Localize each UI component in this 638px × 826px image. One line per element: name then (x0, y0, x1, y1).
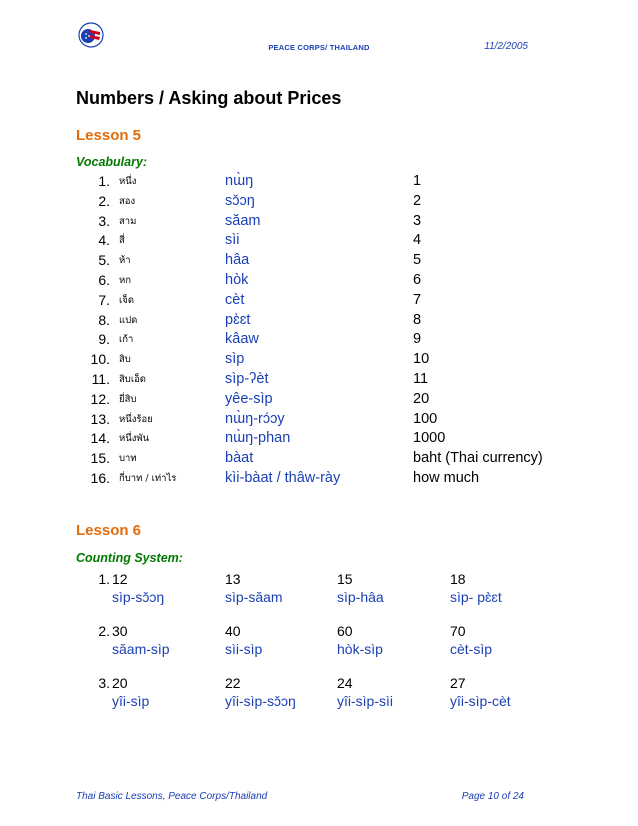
vocab-thai: ยี่สิบ (119, 393, 137, 405)
counting-cell (450, 623, 492, 659)
vocab-transliteration: yêe-sìp (225, 390, 273, 407)
vocab-row (76, 192, 576, 212)
vocab-thai: สอง (119, 195, 136, 207)
lesson-5-heading: Lesson 5 (76, 127, 142, 144)
counting-transliteration: yîi-sìp-cèt (450, 693, 511, 709)
vocabulary-list (76, 172, 576, 489)
vocab-row (76, 370, 576, 390)
counting-transliteration: sìp-sɔ̌ɔŋ (112, 589, 165, 605)
vocab-english: 11 (413, 370, 429, 387)
counting-system-subheading: Counting System: (76, 551, 183, 565)
counting-cell (112, 571, 164, 607)
vocab-english: baht (Thai currency) (413, 450, 543, 467)
header-title: PEACE CORPS/ THAILAND (268, 43, 370, 52)
vocab-row (76, 212, 576, 232)
vocab-number: 9. (98, 331, 110, 348)
vocab-transliteration: nɯ̀ŋ-rɔ́ɔy (225, 410, 285, 427)
vocab-thai: สาม (119, 215, 137, 227)
counting-cell (112, 675, 149, 711)
counting-cell (337, 623, 383, 659)
vocab-thai: บาท (119, 453, 137, 465)
counting-transliteration: sìi-sìp (225, 641, 263, 657)
vocab-transliteration: hâa (225, 252, 250, 269)
vocab-transliteration: hòk (225, 271, 249, 288)
vocab-row (76, 469, 576, 489)
vocab-transliteration: kâaw (225, 331, 259, 348)
vocab-row (76, 251, 576, 271)
counting-value: 40 (225, 623, 241, 639)
vocab-thai: หนึ่งพัน (119, 433, 150, 445)
vocab-row (76, 429, 576, 449)
vocab-english: 9 (413, 331, 422, 348)
vocab-thai: สิบเอ็ด (119, 373, 146, 385)
counting-transliteration: sìp-hâa (337, 589, 384, 605)
vocabulary-subheading: Vocabulary: (76, 155, 148, 169)
counting-cell (450, 571, 502, 607)
footer-page-number: Page 10 of 24 (461, 791, 524, 802)
counting-group (76, 571, 576, 623)
counting-cell (112, 623, 170, 659)
counting-value: 60 (337, 623, 353, 639)
vocab-row (76, 330, 576, 350)
vocab-transliteration: săam (225, 212, 261, 229)
vocab-english: 1 (413, 173, 422, 189)
counting-value: 24 (337, 675, 353, 691)
vocab-thai: เก้า (119, 334, 134, 346)
vocab-english: 1000 (413, 430, 446, 447)
vocab-row (76, 410, 576, 430)
vocab-number: 1. (98, 173, 110, 189)
vocab-number: 3. (98, 212, 110, 229)
counting-transliteration: hòk-sìp (337, 641, 383, 657)
vocab-thai: กี่บาท / เท่าไร (119, 472, 177, 484)
counting-value: 15 (337, 571, 353, 587)
vocab-english: 2 (413, 192, 422, 209)
vocab-number: 12. (90, 390, 110, 407)
vocab-number: 2. (98, 192, 110, 209)
counting-value: 18 (450, 571, 466, 587)
counting-system-list (76, 571, 576, 727)
vocab-transliteration: nɯ̀ŋ (225, 173, 254, 189)
vocab-row (76, 291, 576, 311)
vocab-row (76, 231, 576, 251)
vocab-row (76, 449, 576, 469)
page-title: Numbers / Asking about Prices (76, 88, 342, 108)
counting-value: 70 (450, 623, 466, 639)
vocab-thai: หนึ่งร้อย (119, 413, 153, 425)
counting-value: 12 (112, 571, 128, 587)
vocab-row (76, 271, 576, 291)
vocab-number: 16. (90, 469, 110, 486)
counting-cell (225, 675, 296, 711)
vocab-transliteration: sɔ̌ɔŋ (225, 192, 255, 209)
vocab-number: 8. (98, 311, 110, 328)
vocab-english: how much (413, 469, 480, 486)
vocab-english: 8 (413, 311, 422, 328)
vocab-number: 4. (98, 232, 110, 249)
counting-cell (450, 675, 511, 711)
vocab-english: 3 (413, 212, 422, 229)
counting-group-number: 1. (98, 571, 110, 587)
vocab-thai: สี่ (119, 235, 125, 247)
counting-group (76, 623, 576, 675)
counting-transliteration: yîi-sìp-sɔ̌ɔŋ (225, 693, 296, 709)
vocab-row (76, 311, 576, 331)
vocab-english: 100 (413, 410, 438, 427)
counting-transliteration: yîi-sìp (112, 693, 150, 709)
vocab-english: 5 (413, 252, 422, 269)
vocab-transliteration: cèt (225, 291, 245, 308)
vocab-number: 7. (98, 291, 110, 308)
vocab-thai: เจ็ด (119, 294, 134, 306)
vocab-row (76, 390, 576, 410)
vocab-number: 15. (90, 450, 110, 467)
counting-transliteration: sìp-săam (225, 589, 283, 605)
vocab-transliteration: bàat (225, 450, 254, 467)
vocab-english: 4 (413, 232, 422, 249)
vocab-transliteration: sìi (225, 232, 240, 249)
counting-group (76, 675, 576, 727)
footer-source: Thai Basic Lessons, Peace Corps/Thailand (76, 791, 268, 802)
counting-transliteration: yîi-sìp-sìi (337, 693, 393, 709)
vocab-number: 5. (98, 252, 110, 269)
vocab-thai: สิบ (119, 354, 131, 366)
counting-transliteration: sìp- pɛ̀ɛt (450, 589, 502, 605)
vocab-transliteration: sìp-ʔèt (225, 370, 269, 387)
header-date: 11/2/2005 (484, 41, 528, 52)
lesson-6-heading: Lesson 6 (76, 522, 142, 539)
vocab-transliteration: sìp (225, 351, 245, 368)
vocab-number: 6. (98, 271, 110, 288)
vocab-row (76, 350, 576, 370)
vocab-transliteration: pɛ̀ɛt (225, 311, 251, 328)
counting-cell (225, 571, 283, 607)
vocab-number: 10. (90, 351, 110, 368)
vocab-thai: หนึ่ง (119, 176, 137, 187)
counting-group-number: 2. (98, 623, 110, 639)
counting-value: 22 (225, 675, 241, 691)
counting-transliteration: săam-sìp (112, 641, 170, 657)
counting-cell (225, 623, 262, 659)
counting-transliteration: cèt-sìp (450, 641, 493, 657)
counting-value: 13 (225, 571, 241, 587)
vocab-english: 10 (413, 351, 430, 368)
vocab-english: 20 (413, 390, 430, 407)
counting-value: 27 (450, 675, 466, 691)
vocab-thai: ห้า (119, 255, 131, 267)
counting-cell (337, 571, 384, 607)
vocab-number: 13. (90, 410, 110, 427)
vocab-english: 6 (413, 271, 422, 288)
vocab-number: 11. (91, 370, 110, 387)
vocab-thai: แปด (119, 314, 138, 326)
vocab-transliteration: nɯ̀ŋ-phan (225, 430, 291, 447)
vocab-number: 14. (90, 430, 110, 447)
counting-cell (337, 675, 393, 711)
vocab-row (76, 172, 576, 192)
counting-value: 30 (112, 623, 128, 639)
vocab-thai: หก (119, 274, 132, 286)
counting-value: 20 (112, 675, 128, 691)
vocab-english: 7 (413, 291, 422, 308)
vocab-transliteration: kìi-bàat / thâw-rày (225, 469, 341, 486)
counting-group-number: 3. (98, 675, 110, 691)
